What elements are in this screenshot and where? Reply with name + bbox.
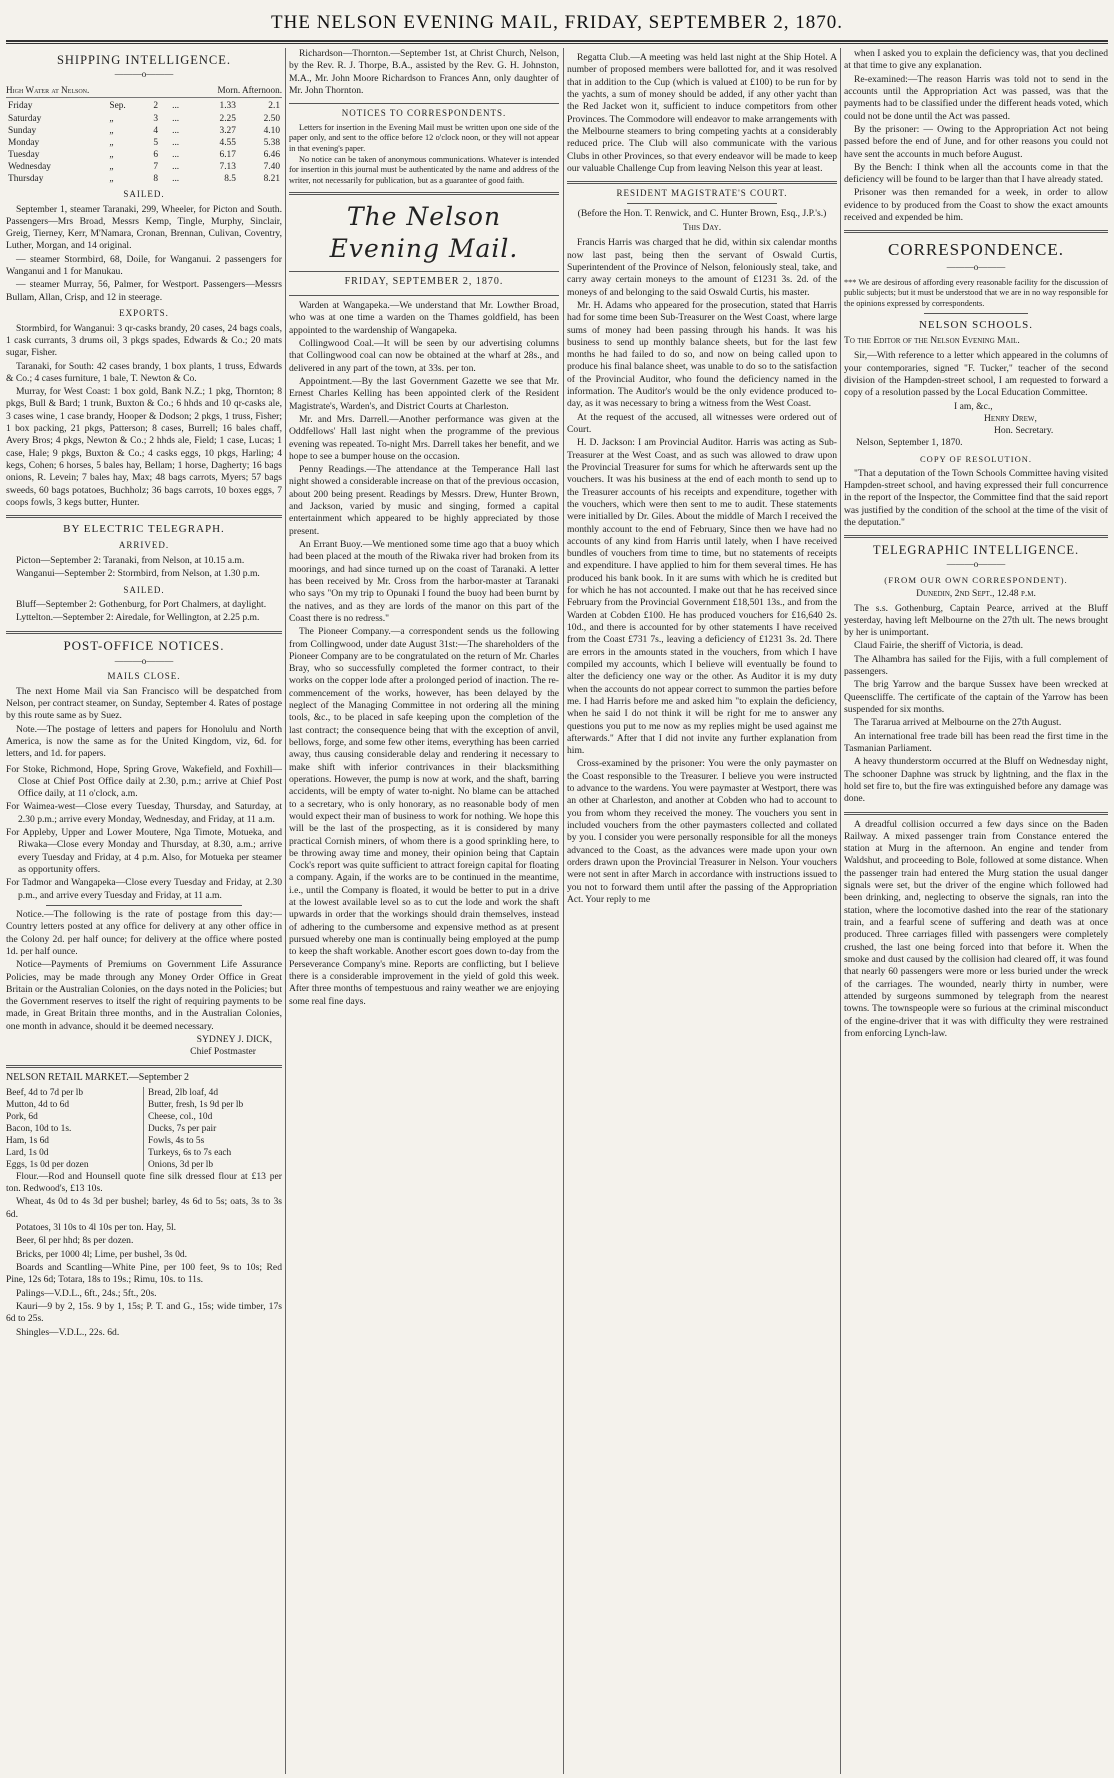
tide-cell: 5	[153, 137, 159, 148]
market-grid	[6, 1087, 282, 1171]
market-price: Ducks, 7s per pair	[148, 1123, 217, 1134]
tide-row	[6, 149, 282, 161]
tide-cell: 3	[153, 113, 159, 124]
tide-cell: „	[109, 149, 114, 160]
tide-table-header	[6, 85, 282, 99]
tide-table	[6, 100, 282, 185]
market-price: Bacon, 10d to 1s.	[6, 1123, 144, 1135]
market-entry: Kauri—9 by 2, 15s. 9 by 1, 15s; P. T. and G., 15s; wide timber, 17s 6d to 25s.	[6, 1300, 282, 1325]
market-price: Fowls, 4s to 5s	[148, 1135, 205, 1146]
regatta-paragraph: Regatta Club.—A meeting was held last night at the Ship Hotel. A number of proposed members were ballotted for, and it was resolved that in addition to the Cup (which is valued at £100) to be run for by the yachts, a sum of money should be added, if any other yacht than the Red Jacket won it, sufficient to induce competitors from other Provinces. The Commodore will endeavor to make arrangements with the Melbourne steamers to bring competing yachts at a considerably reduced price. The Club will also communicate with the various Clubs in other Provinces, so that every endeavor will be made to keep our valuable Challenge Cup from leaving Nelson this year at least.	[567, 52, 837, 174]
tide-cell: ...	[172, 113, 180, 124]
correspondent-notice: Letters for insertion in the Evening Mail must be written upon one side of the paper only, and sent to the office before 12 o'clock noon, or they will not appear in that evening's paper.	[289, 122, 559, 153]
market-entry: Wheat, 4s 0d to 4s 3d per bushel; barley, 4s 6d to 5s; oats, 3s to 3s 6d.	[6, 1196, 282, 1220]
schools-close: I am, &c.,	[954, 400, 993, 412]
rule	[289, 295, 559, 296]
tide-cell: Wednesday	[8, 161, 51, 172]
news-paragraph: Penny Readings.—The attendance at the Temperance Hall last night showed a considerable increase on that of the previous occasion, about 200 being present. Readings by Messrs. Drew, Hunter Brown, and Jackson, varied by music and singing, formed a capital entertainment which appeared to be highly appreciated by those present.	[289, 464, 559, 537]
tide-cell: 2.50	[263, 113, 280, 124]
tide-cell: 6.46	[263, 149, 280, 160]
telegram-paragraph: The Tararua arrived at Melbourne on the 27th August.	[854, 717, 1062, 729]
tide-cell: 2.25	[219, 113, 236, 124]
tide-row	[6, 113, 282, 125]
tide-cell: 5.38	[263, 137, 280, 148]
tide-cell: Tuesday	[8, 149, 40, 160]
court-paragraph: Cross-examined by the prisoner: You were the only paymaster on the Coast responsible to the Treasurer. I believe you were instructed to advance to the wardens. You were paymaster at Westport, there was an other at Charleston, and another at Cobden who had to account to you from whom they received the money. The vouchers you sent in included vouchers from the other paymasters collected and collated by you. I consider you were personally responsible for all the moneys advanced to the Coast, as the advances were made upon your own orders drawn upon the Provincial Treasurer in Nelson. Your vouchers were not sent in after March in accordance with instructions issued to you not to forward them until after the passing of the Appropriation Act. Your reply to me	[567, 758, 837, 905]
divider: ———o———	[946, 262, 1006, 273]
tide-cell: 4	[153, 125, 159, 136]
post-notice: Notice.—The following is the rate of postage from this day:—Country letters posted at any office for delivery at any other office in the Colony 2d. per half ounce; for delivery at the office where posted 1d. per half ounce.	[6, 908, 282, 957]
resolution-text: "That a deputation of the Town Schools Committee having visited Hampden-street school, and having expressed their full concurrence in the report of the Inspector, the Committee find that the said report was justified by the condition of the school at the time of the visit of the deputation."	[844, 467, 1108, 528]
court-paragraph: At the request of the accused, all witnesses were ordered out of Court.	[567, 411, 837, 435]
rule	[627, 203, 777, 204]
tide-cell: ...	[172, 173, 180, 184]
correspondence-note: *** We are desirous of affording every reasonable facility for the discussion of public subjects; but it must be understood that we are in no way responsible for the opinions expressed by correspondents.	[844, 277, 1108, 308]
rule	[844, 535, 1108, 538]
mail-route: For Stoke, Richmond, Hope, Spring Grove, Wakefield, and Foxhill—Close at Chief Post Office daily at 2.30, p.m.; arrive at Chief Post Office daily, at 11 o'clock, a.m.	[6, 763, 282, 800]
export-entry: Murray, for West Coast: 1 box gold, Bank N.Z.; 1 pkg, Thornton; 8 pkgs, Bull & Bard; 1 trunk, Buxton & Co.; 6 hhds and 10 qr-casks ale, 3 cases wine, 1 case brandy, Hooper & Dodson; 2 pkgs, 1 truss, Fisher; 1 box packing, 21 pkgs, Patterson; 8 cases, Burrell; 16 bales chaff, Avery Bros; 4 pkgs, Newton & Co.; 2 hhds ale, Field; 1 case, Lucas; 1 case, Hale; 9 pkgs, Buxton & Co.; 4 casks eggs, 10 pkgs, Harling; 4 kegs, Cohen; 6 horses, 5 bales hay, Bellam; 1 horse, Dagherty; 16 bags onions, R. Levein; 7 bales hay, Max; 48 bags carrots, Myers; 57 bags sweeds, 60 bags potatoes, Buchholz; 36 bags carrots, 10 boxes eggs, 7 coops fowls, 3 kegs butter, Hunter.	[6, 386, 282, 508]
marriage-notice: Richardson—Thornton.—September 1st, at Christ Church, Nelson, by the Rev. R. J. Thorpe, B.A., assisted by the Rev. G. H. Johnston, M.A., Mr. John Moore Richardson to Frances Ann, only daughter of Mr. John Thornton.	[289, 48, 559, 96]
tide-cell: 8	[153, 173, 159, 184]
court-paragraph: Francis Harris was charged that he did, within six calendar months now last past, being then the servant of Oswald Curtis, Superintendent of the Province of Nelson, feloniously steal, take, and carry away certain moneys to the amount of £1231 3s. 2d. of the moneys of and belonging to the said Oswald Curtis, his master.	[567, 237, 837, 298]
court-day: This Day.	[682, 222, 722, 233]
tide-cell: 3.27	[219, 125, 236, 136]
telegraphic-dateline: Dunedin, 2nd Sept., 12.48 p.m.	[916, 588, 1036, 600]
telegram-paragraph: The Alhambra has sailed for the Fijis, with a full complement of passengers.	[844, 653, 1108, 678]
mail-route: For Tadmor and Wangapeka—Close every Tuesday and Friday, at 2.30 p.m., and arrive every Tuesday and Friday, at 11 a.m.	[6, 877, 282, 901]
news-paragraph: An Errant Buoy.—We mentioned some time ago that a buoy which had been placed at the mouth of the Riwaka river had broken from its moorings, and had since turned up on the coast of Taranaki. A letter has been received by Mr. Cross from the harbor-master at Taranaki who says "On my trip to Opunaki I found the buoy had been burnt by the natives, and as they are lords of the manor on this part of the Coast there is no redress."	[289, 539, 559, 624]
column-3	[567, 48, 837, 1774]
tide-row	[6, 173, 282, 185]
column-rule-3	[840, 48, 841, 1774]
rule	[289, 271, 559, 272]
correspondent-notice: No notice can be taken of anonymous communications. Whatever is intended for insertion in this journal must be authenticated by the name and address of the writer, not necessarily for publication, but as a guarantee of good faith.	[289, 154, 559, 185]
sailing-entry: Bluff—September 2: Gothenburg, for Port Chalmers, at daylight.	[16, 599, 267, 611]
masthead-rule	[6, 40, 1108, 44]
market-price: Cheese, col., 10d	[148, 1111, 213, 1122]
tide-cell: ...	[172, 125, 180, 136]
tide-row	[6, 161, 282, 173]
market-entry: Bricks, per 1000 4l; Lime, per bushel, 3s 0d.	[16, 1248, 188, 1260]
tide-cell: 6.17	[219, 149, 236, 160]
collision-paragraph: A dreadful collision occurred a few days since on the Baden Railway. A mixed passenger train from Constance entered the station at Murg in the afternoon. An engine and tender from Waldshut, and proceeding to Bole, followed at some distance. When the passenger train had entered the Murg station the usual danger signals were set, but the driver of the engine which followed had been drinking, and, neglecting to observe the signals, ran into the station, where the locomotive dashed into the rear of the stationary train, and a fearful scene of suffering and death was at once produced. Three carriages filled with passengers were completely crushed, the last one being forced into that before it. When the smoke and dust caused by the collision had cleared off, it was found that nearly 60 passengers were more or less buried under the wreck of the carriages. The wounded, nearly thirty in number, were attended by surgeons summoned by telegraph from the nearest towns. The townspeople were so furious at the criminal misconduct of the engine-driver that it was with difficulty they were restrained from enforcing Lynch-law.	[844, 818, 1108, 1039]
schools-body: Sir,—With reference to a letter which appeared in the columns of your contemporaries, signed "F. Tucker," teacher of the second division of the Hampden-street school, I am requested to forward a copy of a resolution passed by the Local Education Committee.	[844, 350, 1108, 399]
market-price: Lard, 1s 0d	[6, 1147, 144, 1159]
tide-cell: „	[109, 125, 114, 136]
tide-cell: 1.33	[219, 101, 236, 112]
telegram-paragraph: The brig Yarrow and the barque Sussex have been wrecked at Queenscliffe. The certificate of the captain of the Yarrow has been suspended for six months.	[844, 679, 1108, 716]
resolution-heading: COPY OF RESOLUTION.	[920, 453, 1032, 464]
court-heading: RESIDENT MAGISTRATE'S COURT.	[616, 188, 788, 199]
tide-cell: 4.55	[219, 137, 236, 148]
rule	[289, 103, 559, 104]
telegraph-heading: BY ELECTRIC TELEGRAPH.	[63, 523, 225, 536]
market-entry: Potatoes, 3l 10s to 4l 10s per ton. Hay, 5l.	[16, 1222, 177, 1233]
market-price: Eggs, 1s 0d per dozen	[6, 1159, 144, 1171]
telegram-paragraph: An international free trade bill has been read the first time in the Tasmanian Parliament.	[844, 730, 1108, 754]
post-signature-title: Chief Postmaster	[190, 1046, 256, 1058]
divider: ———o———	[114, 655, 174, 666]
tide-row	[6, 125, 282, 137]
market-entry: Palings—V.D.L., 6ft., 24s.; 5ft., 20s.	[16, 1287, 157, 1299]
rule	[6, 515, 282, 518]
court-paragraph: Prisoner was then remanded for a week, in order to allow evidence to by produced from the Coast to show the exact amounts received and expended be him.	[844, 187, 1108, 224]
column-rule-2	[563, 48, 564, 1774]
tide-cell: 8.5	[224, 173, 236, 184]
court-paragraph: By the prisoner: — Owing to the Appropriation Act not being passed before the end of June, and for other reasons you could not have sent the accounts in much before August.	[844, 123, 1108, 160]
court-paragraph: Mr. H. Adams who appeared for the prosecution, stated that Harris had for some time been Sub-Treasurer on the West Coast, where large sums of money had been passing through his hands. It was his business to send up monthly balance sheets, but for the last few months he had failed to do so, and now on being called upon to produce his final balance sheet, was unable to do so to the satisfaction of the Provincial Auditor, who found the deficiency named in the information. The Auditor's would be the only evidence produced to-day, as it was necessary to bring a witness from the West Coast.	[567, 299, 837, 410]
correspondence-heading: CORRESPONDENCE.	[887, 240, 1065, 260]
tide-cell: Sunday	[8, 125, 37, 136]
sailed2-heading: SAILED.	[123, 584, 165, 595]
tide-cell: ...	[172, 101, 180, 112]
rule	[6, 631, 282, 634]
market-price: Mutton, 4d to 6d	[6, 1099, 144, 1111]
tide-cell: 7.13	[219, 161, 236, 172]
column-2	[289, 48, 559, 1774]
market-price: Ham, 1s 6d	[6, 1135, 144, 1147]
court-paragraph: when I asked you to explain the deficiency was, that you declined at that time to give any explanation.	[844, 48, 1108, 72]
mail-route: For Waimea-west—Close every Tuesday, Thursday, and Saturday, at 2.30 p.m.; arrive every Monday, Wednesday, and Friday, at 11 a.m.	[6, 801, 282, 825]
column-rule-1	[285, 48, 286, 1774]
sailing-entry: Lyttelton.—September 2: Airedale, for Wellington, at 2.25 p.m.	[16, 612, 260, 624]
column-1	[6, 48, 282, 1774]
court-bench: (Before the Hon. T. Renwick, and C. Hunter Brown, Esq., J.P.'s.)	[577, 207, 827, 219]
telegraphic-heading: TELEGRAPHIC INTELLIGENCE.	[872, 543, 1080, 558]
dateline: FRIDAY, SEPTEMBER 2, 1870.	[344, 276, 504, 288]
news-paragraph: Collingwood Coal.—It will be seen by our advertising columns that Collingwood coal can now be obtained at the wharf at 28s., and delivered in any part of the town, at 33s. per ton.	[289, 338, 559, 374]
tide-cell: „	[109, 113, 114, 124]
tide-cell: Saturday	[8, 113, 42, 124]
tide-cell: „	[109, 173, 114, 184]
telegram-paragraph: The s.s. Gothenburg, Captain Pearce, arrived at the Bluff yesterday, having left Melbourne on the 27th ult. The news brought by her is unimportant.	[844, 602, 1108, 639]
market-price: Bread, 2lb loaf, 4d	[148, 1087, 219, 1098]
post-signature: SYDNEY J. DICK,	[196, 1034, 272, 1046]
telegraphic-source: (FROM OUR OWN CORRESPONDENT).	[884, 574, 1068, 585]
divider: ———o———	[946, 559, 1006, 570]
market-price: Turkeys, 6s to 7s each	[148, 1147, 232, 1158]
notices-heading: NOTICES TO CORRESPONDENTS.	[341, 108, 507, 119]
export-entry: Stormbird, for Wanganui: 3 qr-casks brandy, 20 cases, 24 bags coals, 1 cask currants, 3 drums oil, 3 pkgs spades, Edwards & Co.; 20 mats sugar, Fisher.	[6, 322, 282, 359]
mails-heading: MAILS CLOSE.	[107, 671, 181, 682]
market-entry: Boards and Scantling—White Pine, per 100 feet, 9s to 10s; Red Pine, 12s 6d; Totara, 18s to 19s.; Rimu, 10s. to 11s.	[6, 1261, 282, 1286]
divider: ———o———	[114, 69, 174, 80]
market-heading: NELSON RETAIL MARKET.—September 2	[6, 1071, 190, 1083]
sailed-heading: SAILED.	[123, 188, 165, 199]
schools-addressee: To the Editor of the Nelson Evening Mail.	[844, 334, 1020, 346]
tide-cell: 8.21	[263, 173, 280, 184]
news-paragraph: The Pioneer Company.—a correspondent sends us the following from Collingwood, under date August 31st:—The shareholders of the Pioneer Company are to be congratulated on the return of Mr. Charles Bray, who so successfully completed the former contract, to their works on the copper lode after a prolonged period of inaction. The re-commencement of the works, however, has been delayed by the neglect of the Managing Committee in not ordering all the mining tools, &c., to be placed in safe keeping upon the completion of the last contract; the consequence being that with the exception of anvil, bellows, forge, and some few other items, everything has been carried away, thus causing considerable delay and rendering it necessary to make shift with inferior contrivances in their blacksmithing operations. However, the pump is now at work, and the shaft, barring accidents, will be empty of water to-night. No blame can be attached to a secretary, who is only honorary, as no reasonable body of men would expect their man of business to work for nothing. We hope this will be the last of the prospecting, as it is considered by many practical Cornish miners, of whom there is a good sprinkling here, to be throwing away time and money, their opinion being that Captain Cock's report was quite sufficient to attract foreign capital for floating a company. Again, if the works are to be continued in the meantime, i.e., until the Company is floated, it would be better to put in a drive at the lowest available level so as to cut the lode and work the shaft upwards in order that the workings should drain themselves, instead of adhering to the cumbersome and expensive method as at present pursued whereby one man is continually being employed at the pump to keep the shaft workable. Another escort goes down to-day from the Perseverance Company's mine. Reports are conflicting, but I believe there is a considerable improvement in the yield of gold this week. After three months of tempestuous and rainy weather we are enjoying some real fine days.	[289, 626, 559, 1007]
rule	[6, 1065, 282, 1068]
tide-cell: 2	[153, 101, 159, 112]
tide-cell: 4.10	[263, 125, 280, 136]
arrival-entry: Wanganui—September 2: Stormbird, from Nelson, at 1.30 p.m.	[16, 568, 260, 580]
tide-cell: Thursday	[8, 173, 44, 184]
schools-signature-title: Hon. Secretary.	[994, 425, 1054, 437]
market-price: Pork, 6d	[6, 1111, 144, 1123]
tide-cell: ...	[172, 161, 180, 172]
sailing-entry: September 1, steamer Taranaki, 299, Wheeler, for Picton and South. Passengers—Mrs Broad, Messrs Kemp, Tingle, Murphy, Sinclair, Greig, Tierney, Kerr, M'Namara, Cronan, Brennan, Culivan, Coventry, Luther, Morgan, and 14 original.	[6, 203, 282, 252]
post-notice: Note.—The postage of letters and papers for Honolulu and North America, is now the same as for the United Kingdom, viz, 6d. for letters, and 1d. for papers.	[6, 723, 282, 760]
news-paragraph: Mr. and Mrs. Darrell.—Another performance was given at the Oddfellows' Hall last night when the programme of the previous evening was repeated. To-night Mrs. Darrell takes her benefit, and we hope to see a bumper house on the occasion.	[289, 413, 559, 462]
tide-cell: 7.40	[263, 161, 280, 172]
column-4	[844, 48, 1108, 1774]
shipping-heading: SHIPPING INTELLIGENCE.	[56, 53, 232, 67]
rule	[844, 230, 1108, 233]
court-paragraph: By the Bench: I think when all the accounts come in that the deficiency will be found to be larger than that I have already stated.	[844, 161, 1108, 186]
sailing-entry: — steamer Stormbird, 68, Doile, for Wanganui. 2 passengers for Wanganui and 1 for Manukau.	[6, 253, 282, 278]
tide-left-label: High Water at Nelson.	[6, 84, 90, 95]
tide-cell: 7	[153, 161, 159, 172]
rule	[46, 905, 242, 906]
sailing-entry: — steamer Murray, 56, Palmer, for Westport. Passengers—Messrs Bullam, Allan, Crisp, and 12 in steerage.	[6, 279, 282, 303]
arrival-entry: Picton—September 2: Taranaki, from Nelson, at 10.15 a.m.	[16, 554, 245, 566]
tide-cell: Monday	[8, 137, 40, 148]
tide-cell: Sep.	[109, 101, 126, 112]
post-notice: Notice—Payments of Premiums on Government Life Assurance Policies, may be made through any Money Order Office in Great Britain or the Australian Colonies, on the days noted in the Policies; but the Government reserves to itself the right of requiring payments to be made, in Great Britain three months, and in the Australian Colonies, one month in advance, should it be deemed necessary.	[6, 959, 282, 1032]
tide-cell: 6	[153, 149, 159, 160]
tide-cell: „	[109, 161, 114, 172]
market-entry: Flour.—Rod and Hounsell quote fine silk dressed flour at £13 per ton. Redwood's, £13 10s.	[6, 1170, 282, 1195]
post-heading: POST-OFFICE NOTICES.	[63, 637, 225, 653]
news-paragraph: Appointment.—By the last Government Gazette we see that Mr. Ernest Charles Kelling has been appointed clerk of the Resident Magistrate's, Warden's, and District Courts at Charleston.	[289, 375, 559, 412]
arrived-heading: ARRIVED.	[118, 540, 170, 551]
schools-date: Nelson, September 1, 1870.	[856, 437, 963, 449]
market-price: Onions, 3d per lb	[148, 1159, 214, 1170]
export-entry: Taranaki, for South: 42 cases brandy, 1 box plants, 1 truss, Edwards & Co.; 4 cases furniture, 1 bale, T. Newton & Co.	[6, 360, 282, 384]
post-notice: The next Home Mail via San Francisco will be despatched from Nelson, per contract steamer, on Sunday, September 4. Rates of postage by this route same as by Suez.	[6, 685, 282, 722]
tide-cell: ...	[172, 149, 180, 160]
telegram-paragraph: A heavy thunderstorm occurred at the Bluff on Wednesday night, The schooner Daphne was struck by lightning, and the flax in the hold set fire to, but the fire was extinguished before any damage was done.	[844, 756, 1108, 805]
tide-cell: 2.1	[268, 101, 280, 112]
newspaper-page	[6, 0, 1108, 1778]
rule	[924, 313, 1028, 314]
rule	[844, 812, 1108, 815]
tide-cell: ...	[172, 137, 180, 148]
tide-cell: „	[109, 137, 114, 148]
telegram-paragraph: Claud Fairie, the sheriff of Victoria, is dead.	[854, 640, 1024, 652]
court-paragraph: Re-examined:—The reason Harris was told not to send in the accounts until the Appropriation Act was passed, was that the payments had to be classified under the different heads voted, which could not be done until the Act was passed.	[844, 73, 1108, 122]
tide-cell: Friday	[8, 101, 33, 112]
tide-row	[6, 137, 282, 149]
schools-signature: Henry Drew,	[984, 412, 1037, 424]
rule	[289, 192, 559, 195]
mail-route: For Appleby, Upper and Lower Moutere, Nga Timote, Motueka, and Riwaka—Close every Monday and Thursday, at 8.30, a.m.; arrive every Tuesday and Friday, at 4 p.m. Also, for Motueka per steamer as opportunity offers.	[6, 827, 282, 875]
news-paragraph: Warden at Wangapeka.—We understand that Mr. Lowther Broad, who was at one time a warden on the Thames goldfield, has been appointed to the wardenship of Wangapeka.	[289, 300, 559, 336]
newspaper-title: The Nelson Evening Mail.	[329, 201, 519, 264]
schools-heading: NELSON SCHOOLS.	[918, 318, 1033, 331]
market-price: Butter, fresh, 1s 9d per lb	[148, 1099, 244, 1110]
tide-right-label: Morn. Afternoon.	[217, 84, 282, 95]
masthead: THE NELSON EVENING MAIL, FRIDAY, SEPTEMBER 2, 1870.	[271, 12, 843, 33]
market-entry: Beer, 6l per hhd; 8s per dozen.	[16, 1235, 134, 1247]
exports-heading: EXPORTS.	[119, 308, 169, 319]
market-price: Beef, 4d to 7d per lb	[6, 1087, 144, 1099]
court-paragraph: H. D. Jackson: I am Provincial Auditor. Harris was acting as Sub-Treasurer at the West Coast, and as such was allowed to draw upon the Provincial Treasurer for sums for which he afterwards sent up the vouchers. It was his business at the end of each month to send up to the Treasurer accounts of his receipts and expenditure, together with the vouchers, which were then sent to me to audit. These statements were initialled by Dr. Giles. About the middle of March I received the monthly account to the end of February, Since then we have had no accounts of any kind from Harris until lately, when I have received bundles of vouchers from time to time, but no statements of receipts and expenditure. I have applied to him for them several times. He has produced his bank book. In it are sums with which he is credited but for which he has not accounted. I make out that he has received since February from the Provincial Government £18,501 13s., and from the Warden at Cobden £100. He has produced vouchers for £16,640 2s. 10d., and there is accounted for by other statements I have received from the Coast £731 7s., leaving a deficiency of £1231 3s. 2d. There are errors in the amounts stated in the vouchers, from which I have compiled my accounts, which I believe will eventually be found to alter the deficiency one way or the other. As Auditor it is my duty when the accounts do not appear correct to summon the parties before me. I had Harris before me and asked him "to explain the deficiency, when he said I do not think it will be right for me to answer any questions you put to me now as my replies might be used against me afterwards." After that I did not invite any further explanation from him.	[567, 437, 837, 757]
market-entry: Shingles—V.D.L., 22s. 6d.	[16, 1326, 120, 1338]
tide-row	[6, 100, 282, 112]
rule	[567, 181, 837, 184]
